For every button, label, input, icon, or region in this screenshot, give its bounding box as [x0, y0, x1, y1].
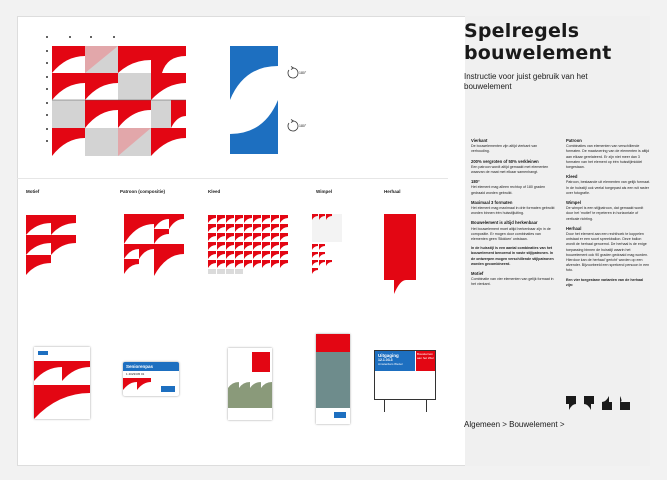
label-wimpel: Wimpel	[316, 189, 332, 194]
label-motief: Motief	[26, 189, 40, 194]
rules-column-left: Vierkant De bouwelementen zijn altijd vierkant van verhouding. 200% vergroten of 50% verkleinen Een patroon wordt altijd gemaakt met elementen waarvan de maat met elkaar samenhangt. 180° Het element mag alleen rechtop of 180 graden gedraaid worden gebruikt. Maximaal 3 formaten Het element mag maximaal in drie formaten gebruikt worden binnen één huisstijluiting. Bouwelement is altijd herkenbaar Het bouwelement moet altijd herkenbaar zijn in de compositie. Er mogen door combinaties van elementen geen 'Blokken' ontstaan. In de huisstijl is een aantal combinaties van het bouwelement benoemd in vaste stijlpatronen. In de ontwerpen mogen verschillende stijlpatronen worden gecombineerd. Motief Combinatie van vier elementen van gelijk formaat in het vierkant.	[471, 138, 555, 287]
herhaal-variants-icons	[566, 396, 636, 410]
rotation-demo-blue-element	[230, 46, 278, 154]
rotate-label: 180°	[299, 124, 307, 128]
label-herhaal: Herhaal	[384, 189, 401, 194]
mockup-flyer	[34, 347, 90, 419]
mockup-poster	[316, 334, 350, 424]
page-subtitle: Instructie voor juist gebruik van het bouwelement	[464, 72, 588, 91]
breadcrumb[interactable]: Algemeen > Bouwelement >	[464, 420, 565, 429]
patroon-example	[124, 214, 184, 276]
mockup-brochure	[228, 348, 272, 420]
rotate-label: 180°	[299, 71, 307, 75]
construction-grid-pattern	[52, 46, 186, 156]
sign-header: Uitgaging 12.1.03.3 Amsterdam Wezel	[375, 351, 415, 371]
rotate-icon	[286, 66, 300, 80]
mockup-sign	[374, 350, 436, 400]
mockup-card	[123, 362, 179, 396]
wimpel-example	[312, 214, 342, 294]
card-number: 1 4023345 01	[126, 372, 145, 376]
page-title: Spelregels bouwelement	[464, 20, 612, 64]
kleed-example	[208, 215, 296, 275]
herhaal-example	[384, 214, 416, 294]
label-patroon: Patroon (compositie)	[120, 189, 166, 194]
motief-example	[26, 215, 76, 275]
sign-post	[426, 400, 427, 412]
divider	[17, 178, 448, 179]
sign-badge: Bouwterrein aan het Wiel	[416, 351, 435, 371]
sign-post	[384, 400, 385, 412]
card-title: Seniorenpas	[123, 362, 179, 371]
rules-column-right: Patroon Combinaties van elementen van verschillende formaten. De maatvoering van de elementen is altijd aan elkaar gerelateerd. Er zijn niet meer dan 3 formaten van het element op één huisstijlmiddel toegestaan. Kleed Patroon, bestaande uit elementen van gelijk formaat. In de huisstijl ook veelal toegepast als een wit raster over fotografie. Wimpel De wimpel is een stijlpatroon, dat gemaakt wordt door het 'motief' te repeteren in horizontale of verticale richting. Herhaal Door het element aan een rechthoek te koppelen ontstaat er een soort spreekballon. Deze ballon wordt de herhaal genoemd. De herhaal is de enige toepassing binnen de huisstijl waarin het bouwelement ook 90 graden gedraaid mag worden. Hierdoor kan de herhaal 'gericht' worden op een afzender. Bijvoorbeeld een sprekend persoon in een foto. Een vier toegestane varianten van de herhaal zijn:	[566, 138, 651, 287]
rotate-icon	[286, 119, 300, 133]
label-kleed: Kleed	[208, 189, 221, 194]
